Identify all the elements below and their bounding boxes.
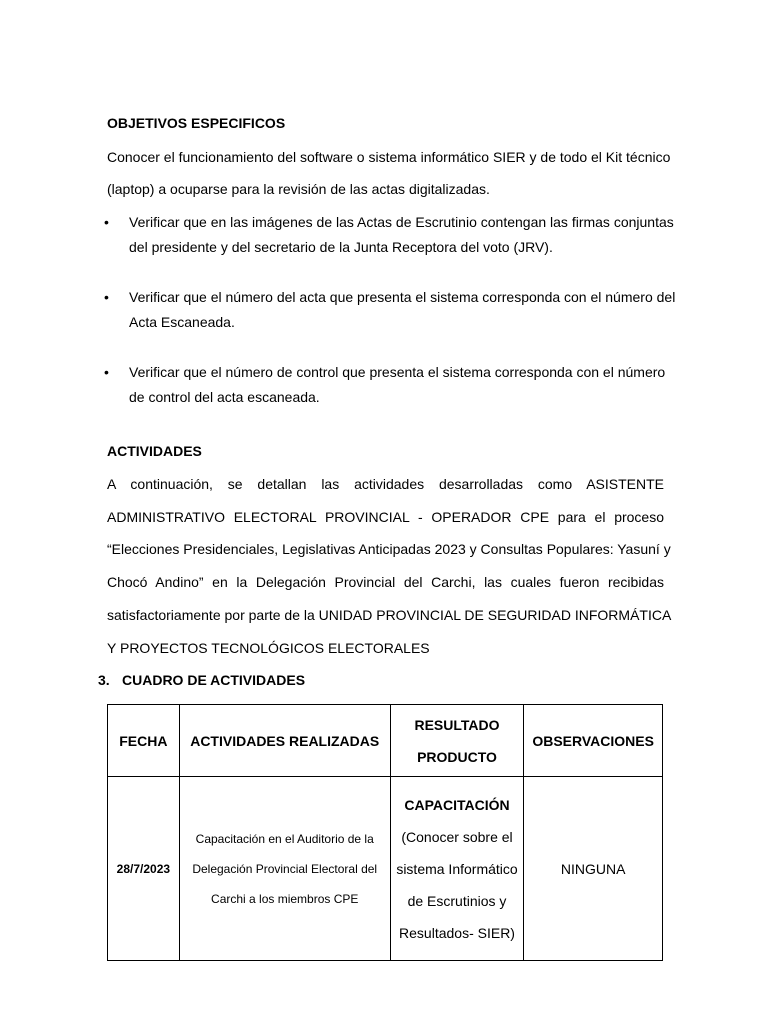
bullet-3-line-2: de control del acta escaneada.	[129, 389, 320, 405]
bullet-dot-1: •	[104, 214, 109, 230]
bullet-2-line-2: Acta Escaneada.	[129, 314, 235, 330]
activities-table	[107, 704, 663, 961]
section-number: 3.	[98, 672, 110, 688]
cell-resultado-line-1: (Conocer sobre el	[401, 828, 513, 845]
cell-resultado-title: CAPACITACIÓN	[404, 796, 510, 813]
bullet-dot-2: •	[104, 289, 109, 305]
cell-actividad	[179, 777, 390, 961]
activities-line-3: “Elecciones Presidenciales, Legislativas Anticipadas 2023 y Consultas Populares: Yasuní y	[107, 541, 671, 557]
activities-line-5: satisfactoriamente por parte de la UNIDAD PROVINCIAL DE SEGURIDAD INFORMÁTICA	[107, 607, 672, 623]
bullet-dot-3: •	[104, 364, 109, 380]
cell-resultado-line-2: sistema Informático	[396, 860, 518, 877]
header-fecha: FECHA	[108, 705, 180, 777]
header-resultado-line-1: RESULTADO	[414, 716, 500, 733]
cell-observaciones: NINGUNA	[524, 777, 663, 961]
cell-resultado	[390, 777, 524, 961]
objectives-heading: OBJETIVOS ESPECIFICOS	[107, 115, 286, 131]
objectives-intro-line-1: Conocer el funcionamiento del software o sistema informático SIER y de todo el Kit técnico	[107, 149, 671, 165]
cell-resultado-line-4: Resultados- SIER)	[399, 924, 515, 941]
header-observaciones: OBSERVACIONES	[524, 705, 663, 777]
bullet-1-line-2: del presidente y del secretario de la Junta Receptora del voto (JRV).	[129, 239, 553, 255]
header-resultado-line-2: PRODUCTO	[417, 748, 497, 765]
bullet-1-line-1: Verificar que en las imágenes de las Actas de Escrutinio contengan las firmas conjuntas	[129, 214, 674, 230]
section-3-title	[98, 672, 305, 688]
cell-actividad-line-3: Carchi a los miembros CPE	[211, 891, 359, 906]
activities-heading: ACTIVIDADES	[107, 443, 202, 459]
activities-line-2: ADMINISTRATIVO ELECTORAL PROVINCIAL - OPERADOR CPE para el proceso	[107, 509, 664, 525]
cell-fecha: 28/7/2023	[108, 777, 180, 961]
header-resultado	[390, 705, 524, 777]
cell-actividad-line-1: Capacitación en el Auditorio de la	[195, 831, 374, 846]
objectives-intro-line-2: (laptop) a ocuparse para la revisión de las actas digitalizadas.	[107, 181, 490, 197]
cell-actividad-line-2: Delegación Provincial Electoral del	[192, 861, 378, 876]
header-actividades: ACTIVIDADES REALIZADAS	[179, 705, 390, 777]
activities-line-1: A continuación, se detallan las actividades desarrolladas como ASISTENTE	[107, 476, 664, 492]
cell-resultado-line-3: de Escrutinios y	[407, 892, 507, 909]
bullet-3-line-1: Verificar que el número de control que presenta el sistema corresponda con el número	[129, 364, 666, 380]
bullet-2-line-1: Verificar que el número del acta que presenta el sistema corresponda con el número del	[129, 289, 676, 305]
activities-line-4: Chocó Andino” en la Delegación Provincial del Carchi, las cuales fueron recibidas	[107, 574, 664, 590]
table-row	[108, 777, 663, 961]
section-title-text: CUADRO DE ACTIVIDADES	[122, 672, 306, 688]
table-header-row	[108, 705, 663, 777]
activities-line-6: Y PROYECTOS TECNOLÓGICOS ELECTORALES	[107, 640, 430, 656]
